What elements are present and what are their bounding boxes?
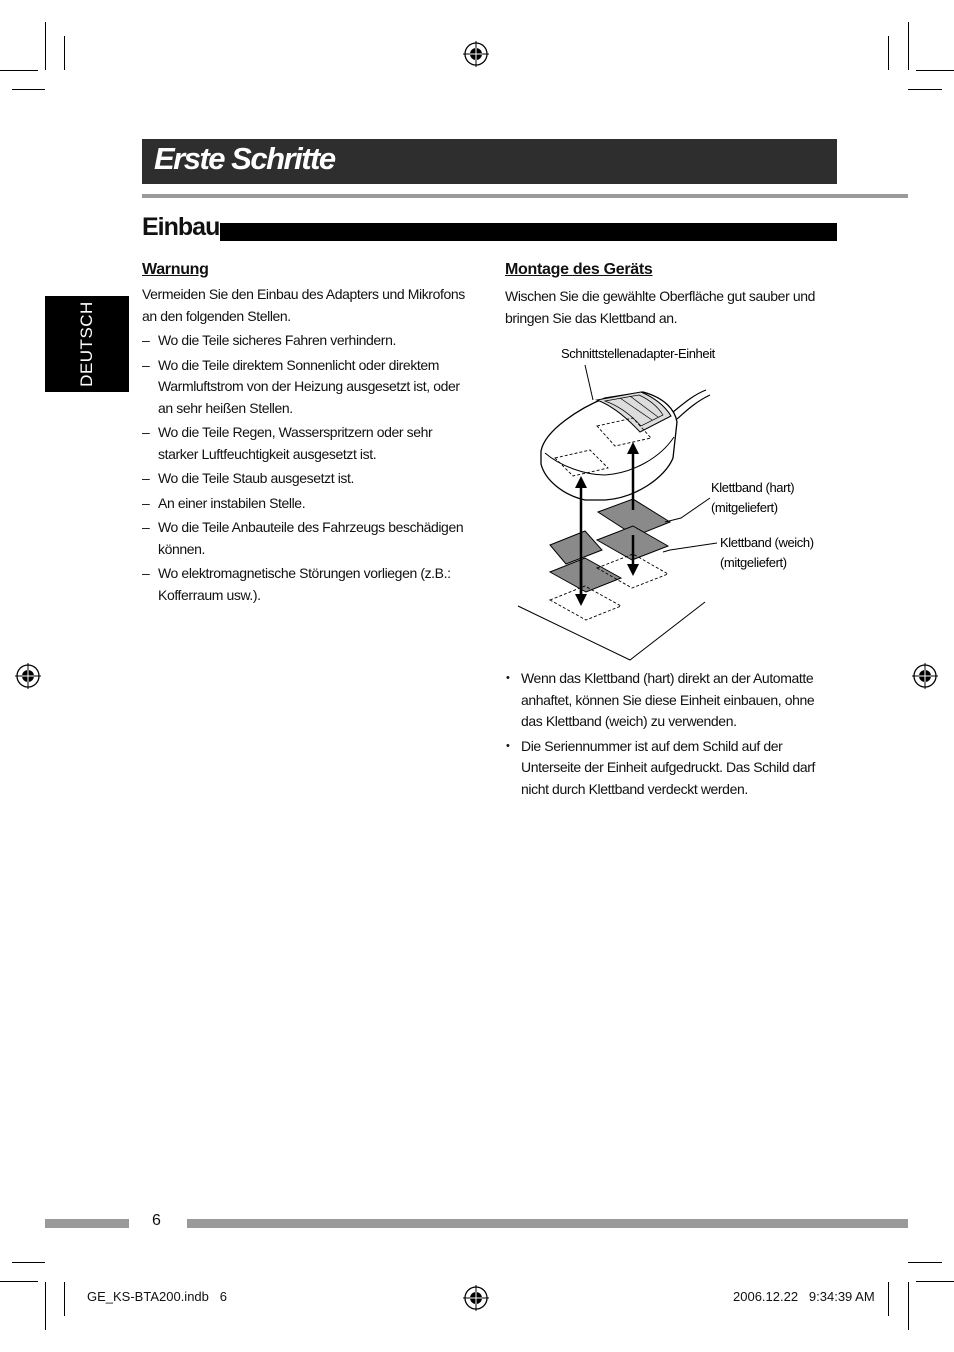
crop-mark [12,1262,45,1263]
hard-velcro-label: Klettband (hart) [711,480,795,495]
hard-velcro-leader [665,498,710,522]
list-item: – Wo die Teile Anbauteile des Fahrzeugs beschädigen können. [142,517,472,560]
crop-mark [908,1262,942,1263]
language-tab-label: DEUTSCH [77,301,96,387]
list-item: • Die Seriennummer ist auf dem Schild auf der Unterseite der Einheit aufgedruckt. Das Schild darf nicht durch Klettband verdeckt werden. [505,736,835,801]
chapter-title: Erste Schritte [154,141,335,176]
hard-velcro-label-sub: (mitgeliefert) [711,500,778,515]
crop-mark [64,36,65,70]
crop-mark [45,1282,46,1330]
velcro-soft-pad [550,558,621,592]
page-number: 6 [152,1212,161,1229]
footer-bar [45,1219,129,1228]
crop-mark [916,1281,954,1282]
adapter-cable [677,395,710,419]
chapter-title-bar [142,139,837,184]
crop-mark [12,89,45,90]
list-item: • Wenn das Klettband (hart) direkt an der Automatte anhaftet, können Sie diese Einheit einbauen, ohne das Klettband (weich) zu verwenden. [505,668,835,733]
crop-mark [888,36,889,70]
right-column-notes [505,668,835,803]
warning-intro: Vermeiden Sie den Einbau des Adapters und Mikrofons an den folgenden Stellen. [142,286,465,324]
soft-velcro-label: Klettband (weich) [720,535,814,550]
section-title: Einbau [142,213,220,241]
soft-velcro-leader [663,543,717,552]
list-item: – An einer instabilen Stelle. [142,493,472,515]
warning-list [142,330,472,606]
adapter-label: Schnittstellenadapter-Einheit [561,346,715,361]
notes-list [505,668,835,800]
list-item: – Wo die Teile Staub ausgesetzt ist. [142,468,472,490]
crop-mark [64,1282,65,1316]
list-item: – Wo die Teile Regen, Wasserspritzern oder sehr starker Luftfeuchtigkeit ausgesetzt ist. [142,422,472,465]
list-item: – Wo elektromagnetische Störungen vorliegen (z.B.: Kofferraum usw.). [142,563,472,606]
print-timestamp: 2006.12.22 9:34:39 AM [733,1289,875,1304]
registration-mark-icon [15,663,41,689]
crop-mark [916,70,954,71]
car-mat-outline [518,602,705,660]
crop-mark [908,22,909,70]
section-bar [220,223,837,241]
title-rule [142,194,908,198]
crop-mark [0,1281,38,1282]
crop-mark [908,1282,909,1330]
registration-mark-icon [463,1285,489,1311]
list-item: – Wo die Teile sicheres Fahren verhindern. [142,330,472,352]
crop-mark [888,1282,889,1316]
registration-mark-icon [463,41,489,67]
language-tab [45,296,129,392]
registration-mark-icon [912,663,938,689]
mounting-intro: Wischen Sie die gewählte Oberfläche gut sauber und bringen Sie das Klettband an. [505,288,815,326]
mounting-diagram [505,340,835,670]
velcro-hard-pad [550,531,602,564]
warning-heading: Warnung [142,261,209,278]
adapter-leader [585,365,593,400]
section-heading [142,213,837,243]
footer-bar [187,1219,908,1228]
adapter-unit [541,392,677,500]
mounting-heading: Montage des Geräts [505,261,653,278]
list-item: – Wo die Teile direktem Sonnenlicht oder direktem Warmluftstrom von der Heizung ausgesetzt ist, oder an sehr heißen Stellen. [142,355,472,420]
soft-velcro-label-sub: (mitgeliefert) [720,555,787,570]
crop-mark [45,22,46,70]
right-column-header [505,261,830,329]
crop-mark [0,70,38,71]
crop-mark [908,89,942,90]
left-column [142,261,472,609]
print-file-name: GE_KS-BTA200.indb 6 [87,1289,227,1304]
